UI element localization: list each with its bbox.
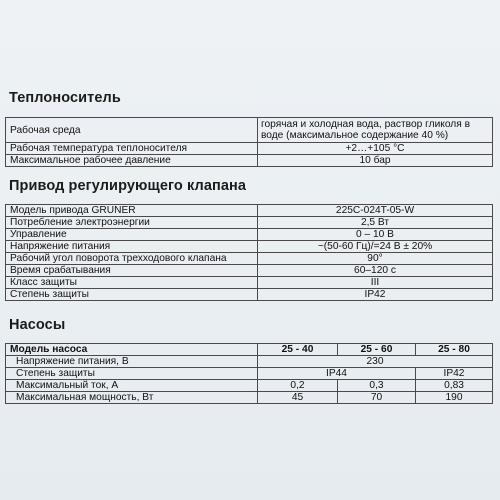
pump-voltage-label: Напряжение питания, В [6, 356, 258, 368]
actuator-angle-label: Рабочий угол поворота трехходового клапана [6, 253, 258, 265]
table-row [6, 277, 493, 289]
pump-model-25-60: 25 - 60 [338, 344, 416, 356]
pumps-heading: Насосы [9, 317, 66, 333]
coolant-heading: Теплоноситель [9, 90, 121, 106]
pump-current-label: Максимальный ток, А [6, 380, 258, 392]
actuator-model-label: Модель привода GRUNER [6, 205, 258, 217]
table-row [6, 392, 493, 404]
pump-power-25-60: 70 [338, 392, 416, 404]
pump-protection-label: Степень защиты [6, 368, 258, 380]
coolant-medium-label: Рабочая среда [6, 118, 258, 143]
table-row [6, 229, 493, 241]
pump-power-label: Максимальная мощность, Вт [6, 392, 258, 404]
pump-protection-value-b: IP42 [416, 368, 493, 380]
actuator-heading: Привод регулирующего клапана [9, 178, 247, 194]
pump-model-25-80: 25 - 80 [416, 344, 493, 356]
table-row [6, 368, 493, 380]
table-row [6, 155, 493, 167]
pump-voltage-value: 230 [258, 356, 493, 368]
table-row [6, 217, 493, 229]
pump-power-25-80: 190 [416, 392, 493, 404]
actuator-voltage-value: ~(50-60 Гц)/=24 В ± 20% [258, 241, 493, 253]
pump-model-header: Модель насоса [6, 344, 258, 356]
pumps-table [5, 343, 493, 404]
pump-power-25-40: 45 [258, 392, 338, 404]
coolant-pressure-label: Максимальное рабочее давление [6, 155, 258, 167]
actuator-control-label: Управление [6, 229, 258, 241]
pump-model-25-40: 25 - 40 [258, 344, 338, 356]
actuator-ip-label: Степень защиты [6, 289, 258, 301]
actuator-consumption-label: Потребление электроэнергии [6, 217, 258, 229]
table-row [6, 380, 493, 392]
actuator-time-value: 60–120 с [258, 265, 493, 277]
table-row [6, 143, 493, 155]
table-row [6, 356, 493, 368]
pump-current-25-40: 0,2 [258, 380, 338, 392]
coolant-pressure-value: 10 бар [258, 155, 493, 167]
actuator-class-value: III [258, 277, 493, 289]
coolant-medium-value: горячая и холодная вода, раствор гликоля в воде (максимальное содержание 40 %) [258, 118, 493, 143]
table-row [6, 118, 493, 143]
actuator-time-label: Время срабатывания [6, 265, 258, 277]
pump-protection-value-a: IP44 [258, 368, 416, 380]
table-row [6, 265, 493, 277]
table-row [6, 205, 493, 217]
table-row [6, 253, 493, 265]
actuator-consumption-value: 2,5 Вт [258, 217, 493, 229]
coolant-temp-label: Рабочая температура теплоносителя [6, 143, 258, 155]
actuator-table [5, 204, 493, 301]
actuator-angle-value: 90° [258, 253, 493, 265]
actuator-control-value: 0 – 10 В [258, 229, 493, 241]
actuator-ip-value: IP42 [258, 289, 493, 301]
coolant-temp-value: +2…+105 °C [258, 143, 493, 155]
pumps-header-row [6, 344, 493, 356]
pump-current-25-80: 0,83 [416, 380, 493, 392]
coolant-table [5, 117, 493, 167]
table-row [6, 289, 493, 301]
actuator-voltage-label: Напряжение питания [6, 241, 258, 253]
actuator-class-label: Класс защиты [6, 277, 258, 289]
pump-current-25-60: 0,3 [338, 380, 416, 392]
table-row [6, 241, 493, 253]
actuator-model-value: 225C-024T-05-W [258, 205, 493, 217]
